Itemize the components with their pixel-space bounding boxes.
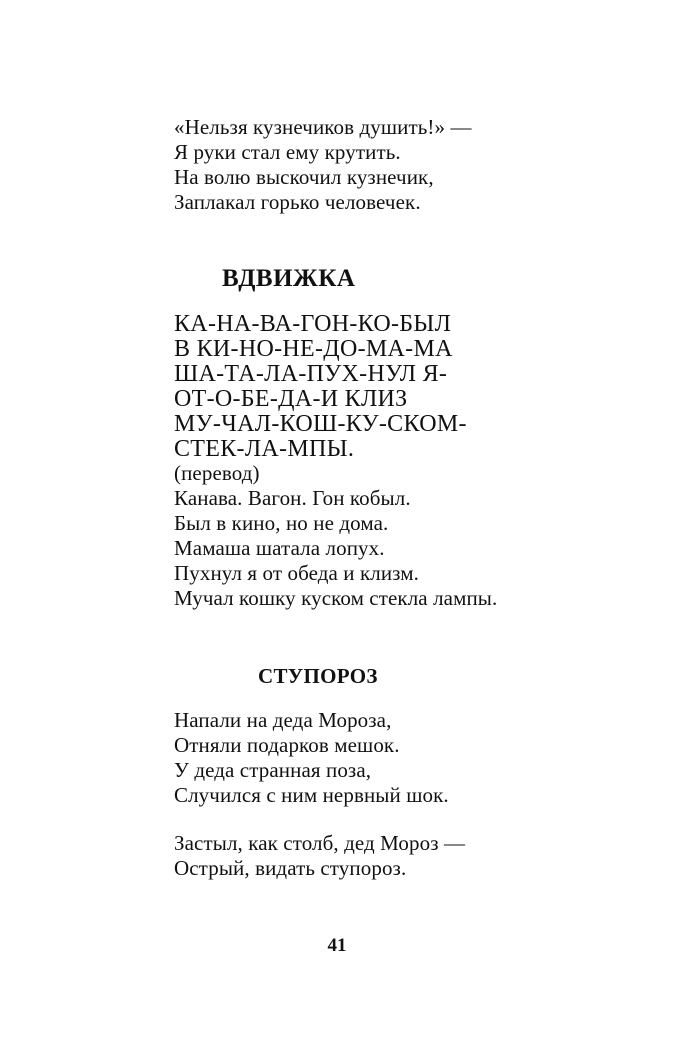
syllable-line: ОТ-О-БЕ-ДА-И КЛИЗ (174, 386, 408, 412)
syllable-line: МУ-ЧАЛ-КОШ-КУ-СКОМ- (174, 411, 467, 437)
translation-label: (перевод) (174, 461, 260, 485)
verse-line: Отняли подарков мешок. (174, 733, 400, 757)
stuporoz-stanza-1 (174, 708, 449, 808)
verse-line: На волю выскочил кузнечик, (174, 165, 434, 189)
verse-line: У деда странная поза, (174, 758, 372, 782)
poem-title-vdvizhka: ВДВИЖКА (222, 265, 356, 292)
translation-line: Пухнул я от обеда и клизм. (174, 561, 420, 585)
translation-stanza (174, 461, 497, 611)
translation-line: Мамаша шатала лопух. (174, 536, 385, 560)
verse-line: Случился с ним нервный шок. (174, 783, 449, 807)
poem-title-stuporoz: СТУПОРОЗ (258, 664, 378, 688)
intro-stanza (174, 115, 472, 215)
verse-line: Заплакал горько человечек. (174, 190, 421, 214)
page-number: 41 (327, 935, 347, 956)
verse-line: Острый, видать ступороз. (174, 856, 407, 880)
syllable-line: СТЕК-ЛА-МПЫ. (174, 436, 355, 462)
translation-line: Был в кино, но не дома. (174, 511, 389, 535)
verse-line: Напали на деда Мороза, (174, 708, 392, 732)
verse-line: «Нельзя кузнечиков душить!» — (174, 115, 472, 139)
translation-line: Мучал кошку куском стекла лампы. (174, 586, 498, 610)
syllable-stanza (174, 312, 467, 462)
syllable-line: В КИ-НО-НЕ-ДО-МА-МА (174, 336, 453, 362)
translation-line: Канава. Вагон. Гон кобыл. (174, 486, 411, 510)
syllable-line: КА-НА-ВА-ГОН-КО-БЫЛ (174, 311, 452, 337)
syllable-line: ША-ТА-ЛА-ПУХ-НУЛ Я- (174, 361, 448, 387)
stuporoz-stanza-2 (174, 831, 465, 881)
verse-line: Я руки стал ему крутить. (174, 140, 401, 164)
verse-line: Застыл, как столб, дед Мороз — (174, 831, 466, 855)
